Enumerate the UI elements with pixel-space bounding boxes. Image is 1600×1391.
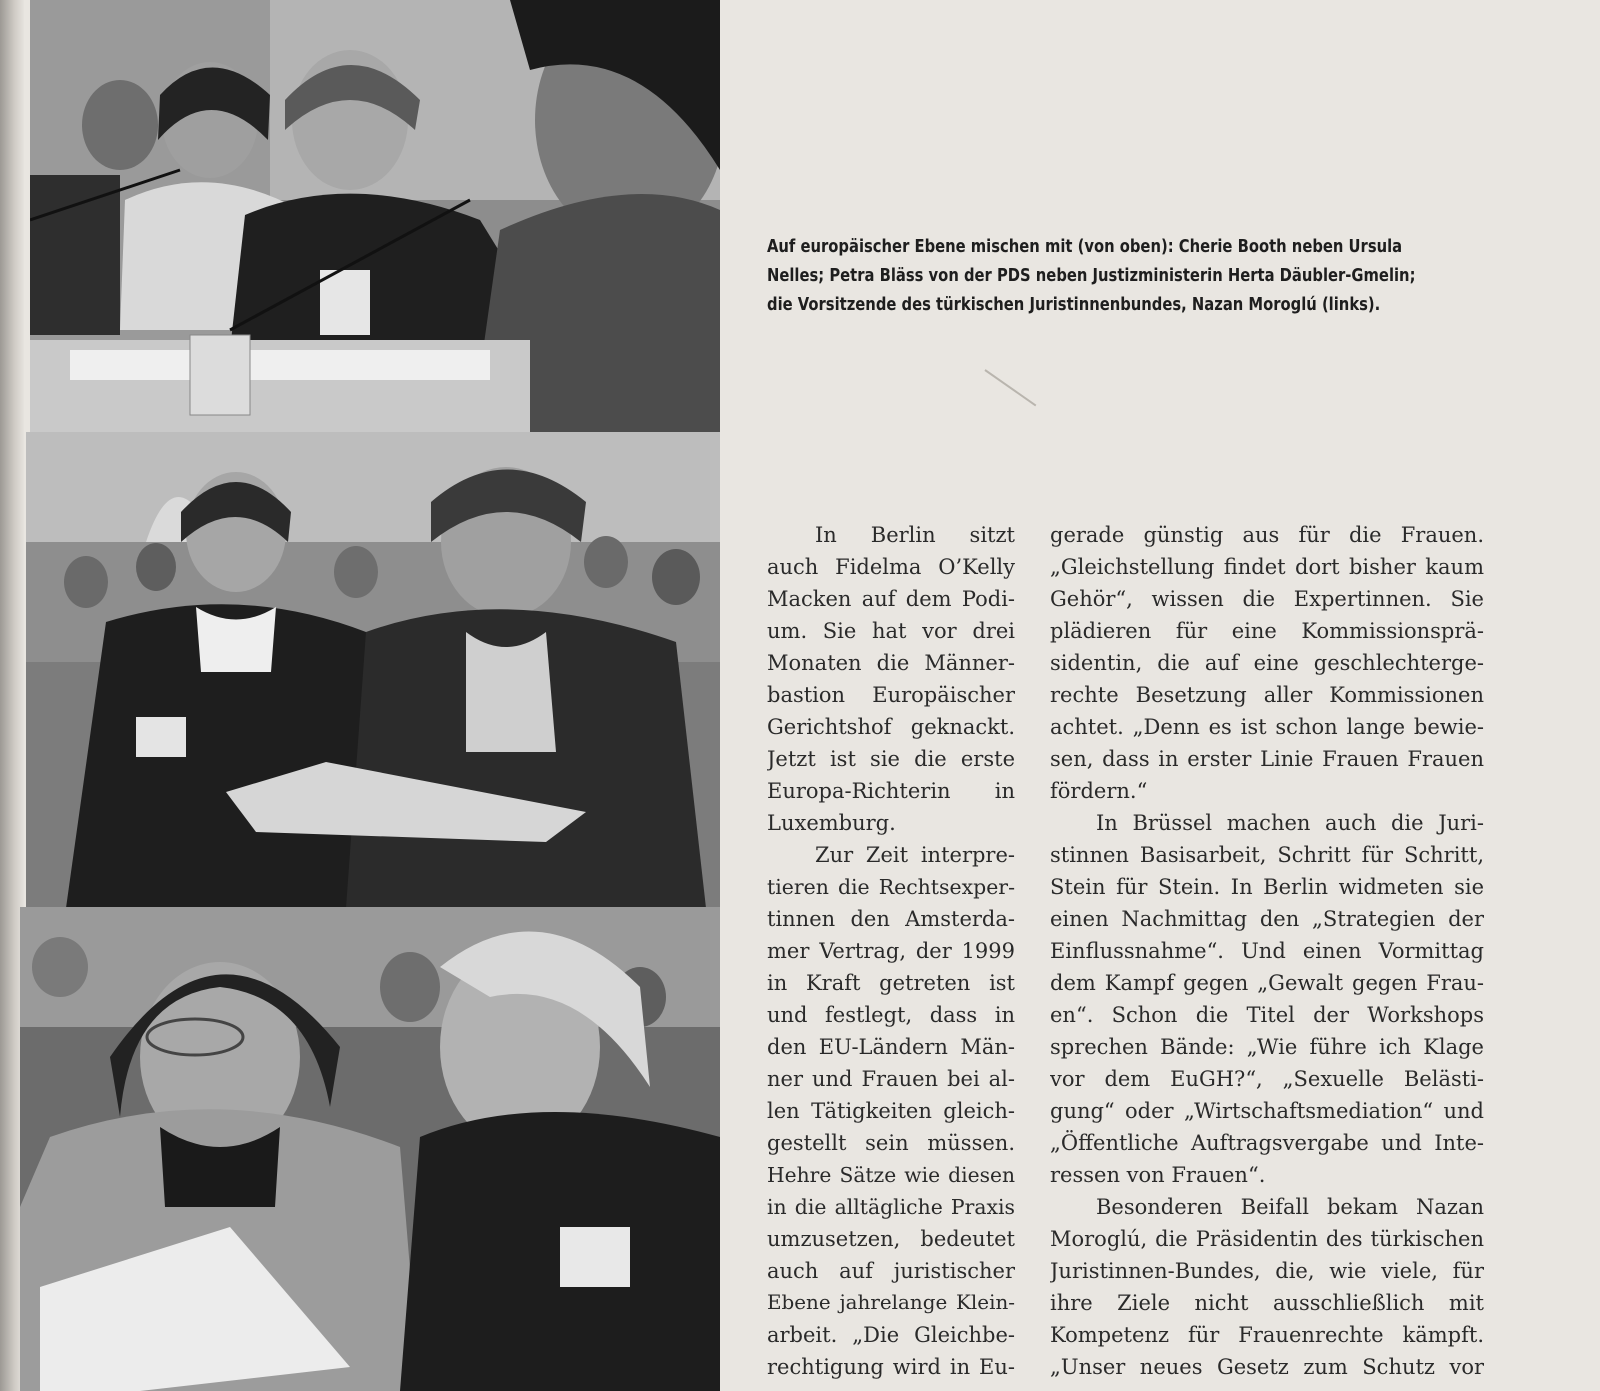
text-line: Monaten die Männer-	[767, 651, 1015, 675]
text-line: Besonderen Beifall bekam Nazan	[1096, 1195, 1484, 1219]
text-line: Kompetenz für Frauenrechte kämpft.	[1050, 1323, 1484, 1347]
text-line: Gehör“, wissen die Expertinnen. Sie	[1050, 587, 1484, 611]
text-line: dem Kampf gegen „Gewalt gegen Frau-	[1050, 971, 1484, 995]
text-line: Macken auf dem Podi-	[767, 587, 1015, 611]
text-line: in Kraft getreten ist	[767, 971, 1015, 995]
text-line: Jetzt ist sie die erste	[767, 747, 1015, 771]
text-line: Einflussnahme“. Und einen Vormittag	[1050, 939, 1484, 963]
text-line: len Tätigkeiten gleich-	[767, 1099, 1015, 1123]
photo-reading-document	[20, 907, 720, 1391]
text-line: umzusetzen, bedeutet	[767, 1227, 1015, 1251]
text-line: „Unser neues Gesetz zum Schutz vor	[1050, 1355, 1484, 1379]
photo-seated-audience	[26, 432, 720, 908]
caption-line: die Vorsitzende des türkischen Juristinnenbundes, Nazan Moroglú (links).	[767, 294, 1381, 315]
text-line: Luxemburg.	[767, 811, 896, 835]
text-line: gestellt sein müssen.	[767, 1131, 1015, 1155]
photo-caption	[767, 232, 1416, 319]
text-line: Gerichtshof geknackt.	[767, 715, 1015, 739]
text-line: arbeit. „Die Gleichbe-	[767, 1323, 1015, 1347]
text-line: achtet. „Denn es ist schon lange bewie-	[1050, 715, 1484, 739]
text-line: rechtigung wird in Eu-	[767, 1355, 1015, 1379]
text-line: Stein für Stein. In Berlin widmeten sie	[1050, 875, 1484, 899]
text-line: einen Nachmittag den „Strategien der	[1050, 907, 1484, 931]
text-line: tieren die Rechtsexper-	[767, 875, 1015, 899]
text-line: en“. Schon die Titel der Workshops	[1050, 1003, 1484, 1027]
text-line: bastion Europäischer	[767, 683, 1015, 707]
text-line: fördern.“	[1050, 779, 1148, 803]
text-line: „Öffentliche Auftragsvergabe und Inte-	[1050, 1131, 1484, 1155]
caption-line: Nelles; Petra Bläss von der PDS neben Justizministerin Herta Däubler-Gmelin;	[767, 265, 1416, 286]
text-line: auch Fidelma O’Kelly	[767, 555, 1015, 579]
text-line: Europa-Richterin in	[767, 779, 1015, 803]
text-line: um. Sie hat vor drei	[767, 619, 1015, 643]
text-line: In Berlin sitzt	[815, 523, 1015, 547]
text-line: sen, dass in erster Linie Frauen Frauen	[1050, 747, 1484, 771]
text-line: rechte Besetzung aller Kommissionen	[1050, 683, 1484, 707]
text-line: sidentin, die auf eine geschlechterge-	[1050, 651, 1484, 675]
text-line: Juristinnen-Bundes, die, wie viele, für	[1050, 1259, 1484, 1283]
text-line: den EU-Ländern Män-	[767, 1035, 1015, 1059]
text-line: mer Vertrag, der 1999	[767, 939, 1015, 963]
text-line: sprechen Bände: „Wie führe ich Klage	[1050, 1035, 1484, 1059]
text-line: Hehre Sätze wie diesen	[767, 1163, 1015, 1187]
text-line: stinnen Basisarbeit, Schritt für Schritt,	[1050, 843, 1484, 867]
text-line: in die alltägliche Praxis	[767, 1195, 1015, 1219]
text-line: tinnen den Amsterda-	[767, 907, 1015, 931]
text-line: gerade günstig aus für die Frauen.	[1050, 523, 1484, 547]
article-column-left	[767, 519, 1015, 1383]
text-line: Ebene jahrelange Klein-	[767, 1291, 1015, 1314]
caption-line: Auf europäischer Ebene mischen mit (von oben): Cherie Booth neben Ursula	[767, 236, 1403, 257]
text-line: auch auf juristischer	[767, 1259, 1015, 1283]
text-line: Moroglú, die Präsidentin des türkischen	[1050, 1227, 1484, 1251]
paper-crease	[984, 369, 1036, 406]
text-line: ihre Ziele nicht ausschließlich mit	[1050, 1291, 1484, 1315]
text-line: ressen von Frauen“.	[1050, 1163, 1266, 1187]
photo-conference-panel	[30, 0, 720, 443]
text-line: und festlegt, dass in	[767, 1003, 1015, 1027]
text-line: gung“ oder „Wirtschaftsmediation“ und	[1050, 1099, 1484, 1123]
text-line: vor dem EuGH?“, „Sexuelle Belästi-	[1050, 1067, 1484, 1091]
text-line: „Gleichstellung findet dort bisher kaum	[1050, 555, 1484, 579]
article-column-right	[1050, 519, 1484, 1383]
text-line: ner und Frauen bei al-	[767, 1067, 1015, 1091]
text-line: plädieren für eine Kommissionsprä-	[1050, 619, 1484, 643]
text-line: Zur Zeit interpre-	[815, 843, 1015, 867]
text-line: In Brüssel machen auch die Juri-	[1096, 811, 1484, 835]
